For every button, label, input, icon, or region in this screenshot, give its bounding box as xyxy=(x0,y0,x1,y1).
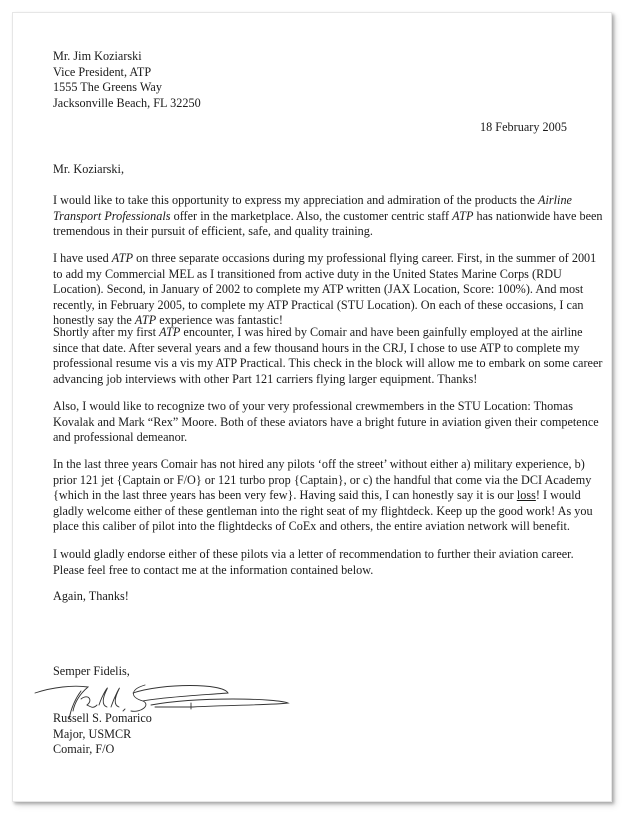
paragraph-4: Also, I would like to recognize two of your very professional crewmembers in the STU Location: Thomas Kovalak and Mark “Rex” Moore. Both of these aviators have a bright future in aviation given their competence and professional demeanor. xyxy=(53,399,599,445)
salutation: Mr. Koziarski, xyxy=(53,162,125,176)
recipient-street: 1555 The Greens Way xyxy=(53,80,162,95)
paragraph-7: Again, Thanks! xyxy=(53,589,129,603)
paragraph-6: I would gladly endorse either of these pilots via a letter of recommendation to further their aviation career. Please feel free to contact me at the information contained below. xyxy=(53,547,574,577)
recipient-title: Vice President, ATP xyxy=(53,64,152,79)
signer-block xyxy=(53,711,603,758)
recipient-name: Mr. Jim Koziarski xyxy=(53,49,142,63)
paragraph-2: I have used ATP on three separate occasions during my professional flying career. First, in the summer of 2001 to add my Commercial MEL as I transitioned from active duty in the United States Marine Corps (RDU Location). Second, in January of 2002 to complete my ATP written (JAX Location, Score: 100%). And most recently, in February 2005, to complete my ATP Practical (STU Location). On each of these occasions, I can honestly say the ATP experience was fantastic! xyxy=(53,251,597,328)
paragraph-3: Shortly after my first ATP encounter, I was hired by Comair and have been gainfully employed at the airline since that date. After several years and a few thousand hours in the CRJ, I chose to use ATP to complete my professional resume vis a vis my ATP Practical. This check in the block will allow me to embark on some career advancing job interviews with other Part 121 carriers flying larger equipment. Thanks! xyxy=(53,325,603,386)
letter-page xyxy=(12,12,612,802)
paragraph-5: In the last three years Comair has not hired any pilots ‘off the street’ without either a) military experience, b) prior 121 jet {Captain or F/O} or 121 turbo prop {Captain}, or c) the handful that come via the DCI Academy {which in the last three years has been very few}. Having said this, I can honestly say it is our loss! I would gladly welcome either of these gentleman into the right seat of my flightdeck. Keep up the good work! As you place this caliber of pilot into the flightdecks of CoEx and others, the entire aviation network will benefit. xyxy=(53,457,593,534)
closing: Semper Fidelis, xyxy=(53,664,130,678)
letter-date: 18 February 2005 xyxy=(480,120,567,134)
paragraph-1: I would like to take this opportunity to express my appreciation and admiration of the products the Airline Transport Professionals offer in the marketplace. Also, the customer centric staff ATP has nationwide have been tremendous in their pursuit of efficient, safe, and quality training. xyxy=(53,193,603,239)
signer-rank: Major, USMCR xyxy=(53,726,132,741)
signer-name: Russell S. Pomarico xyxy=(53,711,152,725)
signer-position: Comair, F/O xyxy=(53,742,115,757)
recipient-address xyxy=(53,49,603,111)
recipient-city: Jacksonville Beach, FL 32250 xyxy=(53,95,201,110)
